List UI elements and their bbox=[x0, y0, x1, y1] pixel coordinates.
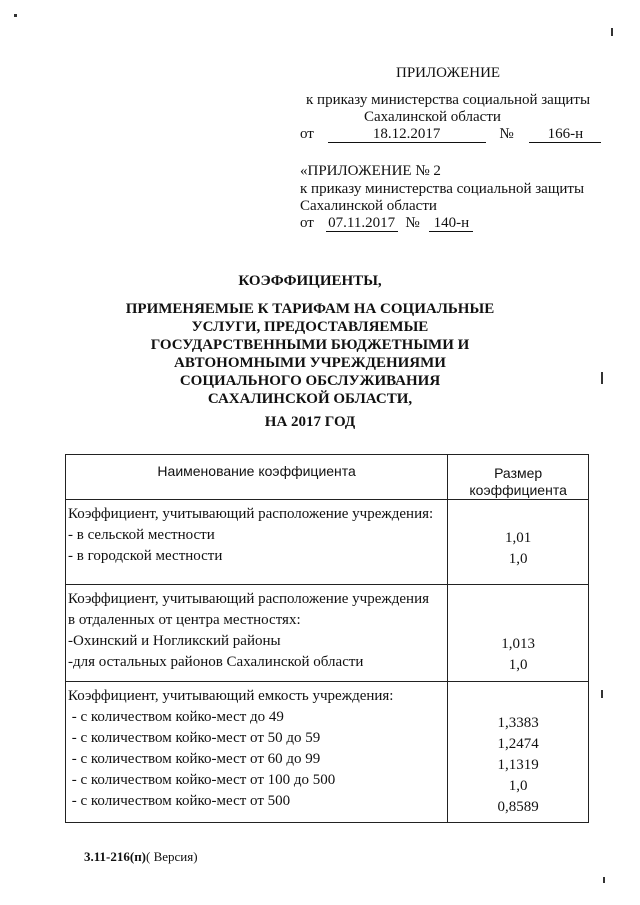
prior-appendix-title: «ПРИЛОЖЕНИЕ № 2 bbox=[300, 163, 441, 179]
prior-region-text: Сахалинской области bbox=[300, 198, 437, 214]
group1-heading: Коэффициент, учитывающий расположение учреждения: bbox=[68, 506, 434, 522]
group3-row-value: 0,8589 bbox=[497, 799, 539, 815]
title-line-3: УСЛУГИ, ПРЕДОСТАВЛЯЕМЫЕ bbox=[191, 319, 429, 335]
group3-row-label: - с количеством койко-мест до 49 bbox=[68, 709, 284, 725]
group3-row-value: 1,1319 bbox=[497, 757, 539, 773]
group2-row-value: 1,013 bbox=[501, 636, 535, 652]
prior-from-label: от bbox=[300, 215, 314, 231]
scan-speck bbox=[601, 690, 603, 698]
title-line-8: НА 2017 ГОД bbox=[264, 414, 356, 430]
number-label: № bbox=[499, 126, 514, 142]
order-number: 166-н bbox=[529, 126, 601, 143]
coefficients-table bbox=[65, 454, 589, 823]
table-row bbox=[66, 585, 589, 682]
col2-header-line1: Размер bbox=[494, 465, 543, 481]
region-text: Сахалинской области bbox=[364, 109, 501, 125]
appendix-title: ПРИЛОЖЕНИЕ bbox=[396, 65, 501, 81]
order-from-row bbox=[300, 125, 601, 143]
group3-values bbox=[448, 682, 589, 823]
group2-heading-2: в отдаленных от центра местностях: bbox=[68, 612, 301, 628]
to-order-text: к приказу министерства социальной защиты bbox=[306, 92, 591, 108]
group3-row-value: 1,3383 bbox=[497, 715, 539, 731]
title-line-7: САХАЛИНСКОЙ ОБЛАСТИ, bbox=[207, 391, 413, 407]
group1-row-value: 1,0 bbox=[508, 551, 528, 567]
title-line-2: ПРИМЕНЯЕМЫЕ К ТАРИФАМ НА СОЦИАЛЬНЫЕ bbox=[125, 301, 495, 317]
document-version: ( Версия) bbox=[146, 849, 198, 864]
group3-row-label: - с количеством койко-мест от 50 до 59 bbox=[68, 730, 321, 746]
group1-row-value: 1,01 bbox=[505, 530, 532, 546]
group3-row-label: - с количеством койко-мест от 60 до 99 bbox=[68, 751, 321, 767]
table-header-row bbox=[66, 455, 589, 500]
scan-speck bbox=[601, 372, 603, 384]
prior-to-order-text: к приказу министерства социальной защиты bbox=[300, 181, 585, 197]
group1-labels bbox=[66, 500, 448, 585]
title-line-6: СОЦИАЛЬНОГО ОБСЛУЖИВАНИЯ bbox=[179, 373, 441, 389]
group3-row-label: - с количеством койко-мест от 100 до 500 bbox=[68, 772, 336, 788]
group2-heading-1: Коэффициент, учитывающий расположение учреждения bbox=[68, 591, 429, 607]
scan-speck bbox=[14, 14, 17, 17]
scan-speck bbox=[603, 877, 605, 883]
col2-header bbox=[448, 455, 589, 500]
title-line-5: АВТОНОМНЫМИ УЧРЕЖДЕНИЯМИ bbox=[174, 355, 446, 371]
group2-row-label: -для остальных районов Сахалинской области bbox=[68, 654, 364, 670]
prior-number-label: № bbox=[405, 215, 420, 231]
group3-row-value: 1,0 bbox=[508, 778, 528, 794]
col1-header: Наименование коэффициента bbox=[66, 455, 448, 500]
group1-values bbox=[448, 500, 589, 585]
order-date: 18.12.2017 bbox=[328, 126, 486, 143]
group3-heading: Коэффициент, учитывающий емкость учреждения: bbox=[68, 688, 394, 704]
group3-labels bbox=[66, 682, 448, 823]
group2-row-value: 1,0 bbox=[508, 657, 528, 673]
group1-row-label: - в сельской местности bbox=[68, 527, 215, 543]
document-code: 3.11-216(п) bbox=[84, 849, 147, 864]
prior-order-date: 07.11.2017 bbox=[326, 215, 398, 232]
prior-order-from-row bbox=[300, 214, 473, 232]
scan-speck bbox=[611, 28, 613, 36]
group2-labels bbox=[66, 585, 448, 682]
footer-code bbox=[84, 849, 198, 865]
group3-row-value: 1,2474 bbox=[497, 736, 539, 752]
prior-order-number: 140-н bbox=[429, 215, 473, 232]
from-label: от bbox=[300, 126, 314, 142]
title-line-1: КОЭФФИЦИЕНТЫ, bbox=[238, 273, 382, 289]
title-line-4: ГОСУДАРСТВЕННЫМИ БЮДЖЕТНЫМИ И bbox=[150, 337, 470, 353]
col2-header-line2: коэффициента bbox=[469, 482, 567, 498]
table-row bbox=[66, 682, 589, 823]
group1-row-label: - в городской местности bbox=[68, 548, 223, 564]
group2-row-label: -Охинский и Ногликский районы bbox=[68, 633, 281, 649]
group3-row-label: - с количеством койко-мест от 500 bbox=[68, 793, 291, 809]
group2-values bbox=[448, 585, 589, 682]
table-row bbox=[66, 500, 589, 585]
